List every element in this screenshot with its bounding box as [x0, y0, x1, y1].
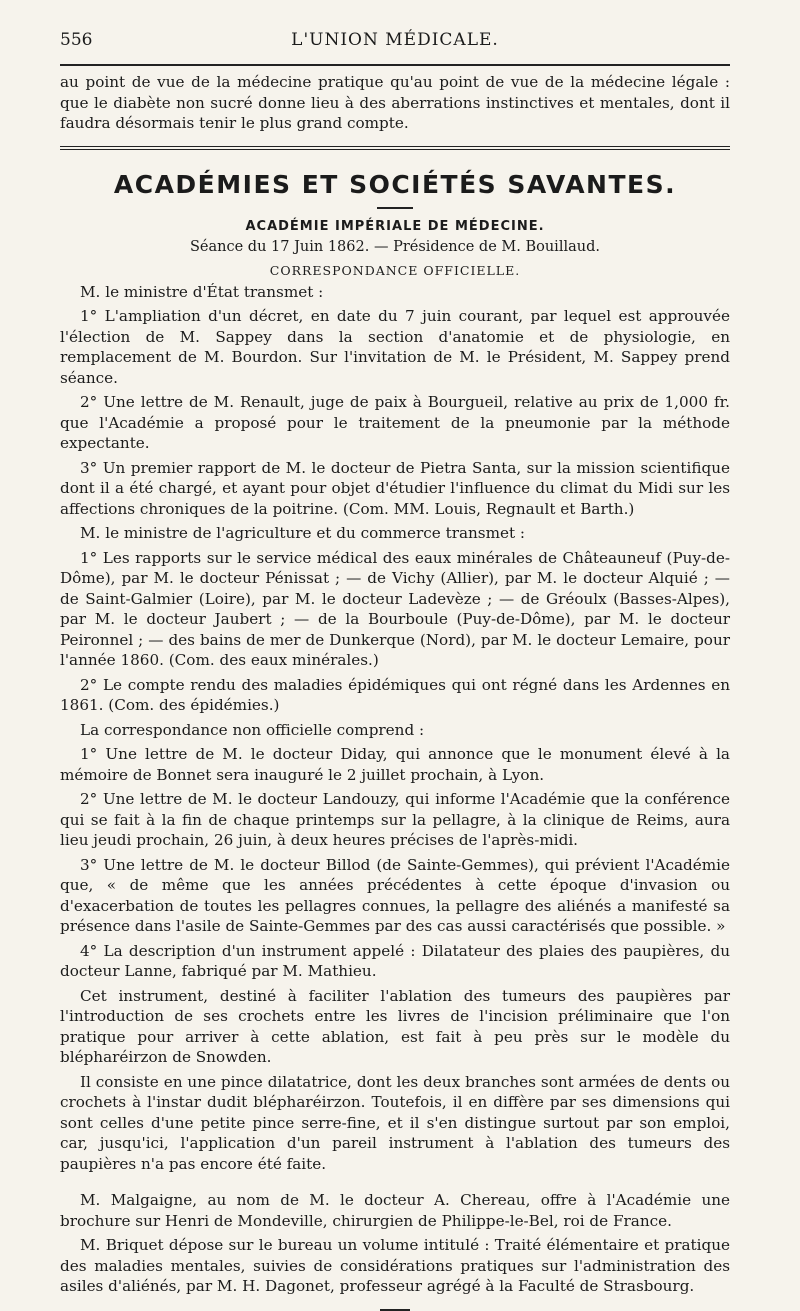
paragraph: M. le ministre de l'agriculture et du commerce transmet :: [80, 524, 526, 542]
journal-title: L'UNION MÉDICALE.: [291, 30, 499, 50]
paragraph: 4° La description d'un instrument appelé : Dilatateur des plaies des paupières, du docteur Lanne, fabriqué par M. Mathieu.: [60, 941, 730, 980]
paragraph: 1° Une lettre de M. le docteur Diday, qui annonce que le monument élevé à la mémoire de Bonnet sera inauguré le 2 juillet prochain, à Lyon.: [60, 745, 730, 784]
section-rule: [60, 146, 730, 152]
paragraph: 1° L'ampliation d'un décret, en date du 7 juin courant, par lequel est approuvée l'élection de M. Sappey dans la section d'anatomie et de physiologie, en remplacement de M. Bourdon. Sur l'invitation de M. le Président, M. Sappey prend séance.: [60, 307, 730, 387]
page-number: 556: [60, 30, 93, 50]
paragraph: 1° Les rapports sur le service médical des eaux minérales de Châteauneuf (Puy-de-Dôme), par M. le docteur Pénissat ; — de Vichy (Allier), par M. le docteur Alquié ; — de Saint-Galmier (Loire), par M. le docteur Ladevèze ; — de Gréoulx (Basses-Alpes), par M. le docteur Jaubert ; — de la Bourboule (Puy-de-Dôme), par M. le docteur Peironnel ; — des bains de mer de Dunkerque (Nord), par M. le docteur Lemaire, pour l'année 1860. (Com. des eaux minérales.): [60, 548, 730, 669]
paragraph: 3° Un premier rapport de M. le docteur de Pietra Santa, sur la mission scientifique dont il a été chargé, et ayant pour objet d'étudier l'influence du climat du Midi sur les affections chroniques de la poitrine. (Com. MM. Louis, Regnault et Barth.): [60, 458, 730, 518]
paragraph: 2° Une lettre de M. Renault, juge de paix à Bourgueil, relative au prix de 1,000 fr. que l'Académie a proposé pour le traitement de la pneumonie par la méthode expectante.: [60, 393, 730, 452]
correspondence-heading: CORRESPONDANCE OFFICIELLE.: [269, 262, 521, 278]
paragraph: 3° Une lettre de M. le docteur Billod (de Sainte-Gemmes), qui prévient l'Académie que, « de même que les années précédentes à cette époque d'invasion ou d'exacerbation de toutes les pellagres connues, la pellagre des aliénés a manifesté sa présence dans l'asile de Sainte-Gemmes par des cas aussi caractérisés que possible. »: [60, 855, 730, 935]
end-rule: [380, 1309, 410, 1311]
title-rule: [377, 207, 413, 209]
paragraph: Il consiste en une pince dilatatrice, dont les deux branches sont armées de dents ou crochets à l'instar dudit blépharéirzon. Toutefois, il en diffère par ses dimensions qui sont celles d'une petite pince serre-fine, et il s'en distingue surtout par son emploi, car, jusqu'ici, l'application d'un pareil instrument à l'ablation des tumeurs des paupières n'a pas encore été faite.: [60, 1072, 730, 1173]
seance-line: Séance du 17 Juin 1862. — Présidence de M. Bouillaud.: [190, 238, 600, 255]
continuation-paragraph: au point de vue de la médecine pratique qu'au point de vue de la médecine légale : que le diabète non sucré donne lieu à des aberrations instinctives et mentales, dont il faudra désormais tenir le plus grand compte.: [60, 73, 730, 132]
header-rule: [60, 64, 730, 66]
paragraph: Cet instrument, destiné à faciliter l'ablation des tumeurs des paupières par l'introduction de ses crochets entre les livres de l'incision préliminaire que l'on pratique pour arriver à cette ablation, est fait à peu près sur le modèle du blépharéirzon de Snowden.: [60, 986, 730, 1066]
paragraph: 2° Le compte rendu des maladies épidémiques qui ont régné dans les Ardennes en 1861. (Com. des épidémies.): [60, 675, 730, 714]
paragraph: La correspondance non officielle comprend :: [80, 720, 425, 739]
academy-heading: ACADÉMIE IMPÉRIALE DE MÉDECINE.: [245, 218, 545, 234]
paragraph: M. Briquet dépose sur le bureau un volume intitulé : Traité élémentaire et pratique des maladies mentales, suivies de considérations pratiques sur l'administration des asiles d'aliénés, par M. H. Dagonet, professeur agrégé à la Faculté de Strasbourg.: [60, 1236, 730, 1295]
paragraph: 2° Une lettre de M. le docteur Landouzy, qui informe l'Académie que la conférence qui se fait à la fin de chaque printemps sur la pellagre, à la clinique de Reims, aura lieu jeudi prochain, 26 juin, à deux heures précises de l'après-midi.: [60, 790, 730, 849]
page: [60, 30, 730, 1311]
section-title: ACADÉMIES ET SOCIÉTÉS SAVANTES.: [113, 169, 677, 199]
paragraph: M. Malgaigne, au nom de M. le docteur A. Chereau, offre à l'Académie une brochure sur Henri de Mondeville, chirurgien de Philippe-le-Bel, roi de France.: [60, 1191, 730, 1230]
paragraph: M. le ministre d'État transmet :: [80, 282, 324, 301]
running-head: [60, 30, 730, 56]
